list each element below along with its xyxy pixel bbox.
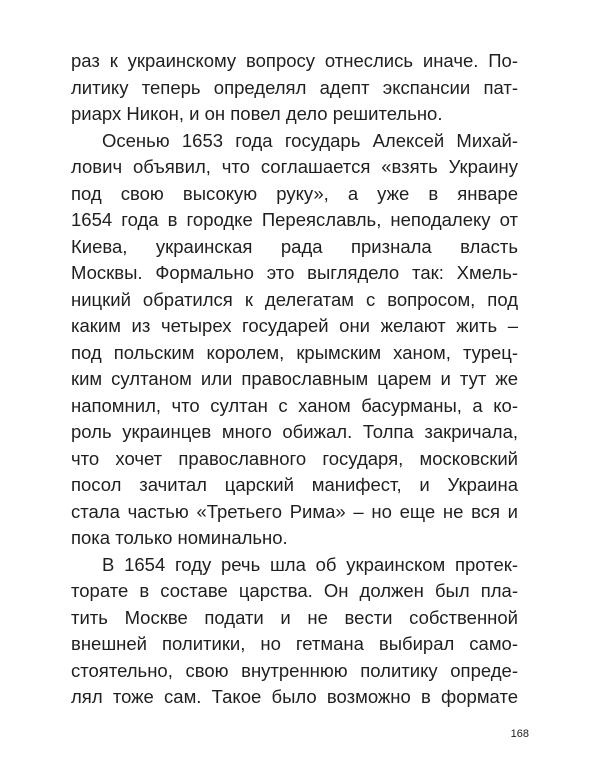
text-line: посол зачитал царский манифест, и Украина: [71, 474, 518, 495]
paragraph-3: [71, 552, 518, 711]
text-line: лял тоже сам. Такое было возможно в формате: [71, 686, 518, 707]
text-line: стала частью «Третьего Рима» – но еще не вся и: [71, 500, 518, 522]
text-line: что хочет православного государя, московский: [71, 447, 518, 469]
paragraph-2: [71, 128, 518, 552]
text-line: напомнил, что султан с ханом басурманы, а ко-: [71, 394, 518, 416]
text-line: раз к украинскому вопросу отнеслись иначе. По-: [71, 50, 518, 71]
text-line: риарх Никон, и он повел дело решительно.: [71, 103, 443, 124]
text-line: Осенью 1653 года государь Алексей Михай-: [102, 129, 518, 151]
page-number: 168: [510, 728, 529, 740]
text-line: 1654 года в городке Переяславль, неподалеку от: [71, 209, 518, 230]
text-line: под свою высокую руку», а уже в январе: [71, 182, 518, 204]
text-line: тить Москве подати и не вести собственной: [71, 606, 518, 628]
body-text: [71, 48, 518, 711]
paragraph-1: [71, 48, 518, 128]
text-line: каким из четырех государей они желают жить –: [71, 315, 518, 336]
text-line: В 1654 году речь шла об украинском протек-: [102, 553, 518, 575]
text-line: торате в составе царства. Он должен был пла-: [71, 580, 518, 601]
text-line: Москвы. Формально это выглядело так: Хмель-: [71, 262, 518, 283]
text-line: ким султаном или православным царем и тут же: [71, 368, 518, 389]
text-line: стоятельно, свою внутреннюю политику опреде-: [71, 659, 518, 681]
text-line: литику теперь определял адепт экспансии пат-: [71, 76, 518, 98]
text-line: пока только номинально.: [71, 527, 288, 548]
text-line: роль украинцев много обижал. Толпа закричала,: [71, 421, 518, 442]
text-line: лович объявил, что соглашается «взять Украину: [71, 156, 518, 177]
text-line: ницкий обратился к делегатам с вопросом, под: [71, 288, 518, 310]
text-line: под польским королем, крымским ханом, турец-: [71, 341, 518, 363]
text-line: Киева, украинская рада признала власть: [71, 235, 518, 257]
text-line: внешней политики, но гетмана выбирал само-: [71, 633, 518, 654]
